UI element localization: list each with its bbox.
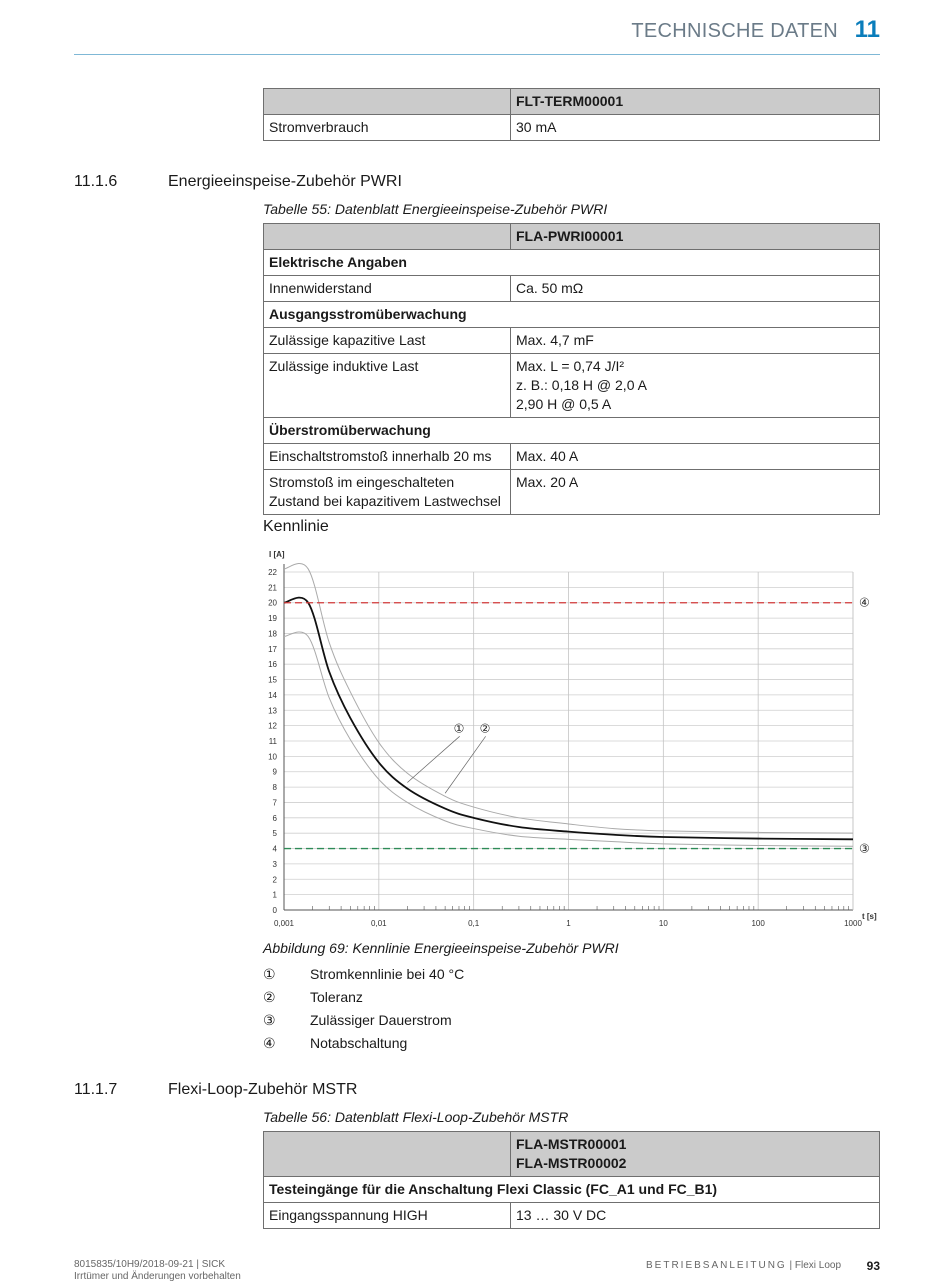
table-header-cell	[511, 1132, 880, 1177]
cell-line: z. B.: 0,18 H @ 2,0 A	[516, 377, 647, 393]
chart-ticks	[268, 568, 870, 928]
legend-text: Stromkennlinie bei 40 °C	[310, 966, 465, 982]
table-cell: 13 … 30 V DC	[511, 1203, 880, 1229]
page-number: 93	[866, 1259, 880, 1273]
table-section-cell: Überstromüberwachung	[264, 418, 880, 444]
table-cell: 30 mA	[511, 115, 880, 141]
cell-line: Max. L = 0,74 J/I²	[516, 358, 625, 374]
x-axis-label: t [s]	[862, 912, 877, 921]
legend-text: Notabschaltung	[310, 1035, 408, 1051]
annotation-leader	[445, 736, 486, 793]
table-row	[264, 276, 880, 302]
table-caption: Tabelle 56: Datenblatt Flexi-Loop-Zubehör MSTR	[263, 1109, 569, 1125]
y-tick-label: 22	[268, 568, 277, 577]
table-header-cell	[264, 224, 511, 250]
y-tick-label: 6	[272, 813, 277, 823]
y-tick-label: 20	[268, 598, 277, 608]
table-row	[264, 115, 880, 141]
characteristic-curve-chart	[260, 545, 890, 930]
annotation-label: ②	[479, 721, 491, 736]
y-tick-label: 2	[272, 875, 277, 885]
table-pwri	[263, 223, 880, 515]
chart-grid	[284, 564, 853, 910]
y-tick-label: 15	[268, 675, 277, 685]
cell-line: 2,90 H @ 0,5 A	[516, 396, 612, 412]
y-tick-label: 4	[272, 844, 277, 854]
y-tick-label: 12	[268, 721, 277, 731]
legend-text: Toleranz	[310, 989, 363, 1005]
table-header-cell: FLA-PWRI00001	[511, 224, 880, 250]
table-cell: Innenwiderstand	[264, 276, 511, 302]
y-tick-label: 18	[268, 629, 277, 639]
x-tick-label: 0,001	[273, 919, 295, 928]
header-rule	[74, 54, 880, 55]
chapter-number: 11	[854, 16, 880, 43]
footer-product: Flexi Loop	[794, 1260, 842, 1271]
section-title: Flexi-Loop-Zubehör MSTR	[168, 1081, 358, 1098]
footer-separator: |	[789, 1260, 793, 1271]
y-tick-label: 8	[272, 783, 277, 793]
cell-line: FLA-MSTR00001	[516, 1136, 627, 1152]
legend-marker: ②	[263, 989, 276, 1005]
x-tick-label: 0,1	[468, 919, 480, 928]
y-tick-label: 21	[268, 583, 277, 593]
footer-manual	[646, 1260, 841, 1271]
y-tick-label: 14	[268, 690, 277, 700]
table-section-cell: Ausgangsstromüberwachung	[264, 302, 880, 328]
table-row	[264, 444, 880, 470]
table-flt-term	[263, 88, 880, 141]
cell-line: Stromstoß im eingeschalteten	[269, 474, 455, 490]
table-section-cell: Elektrische Angaben	[264, 250, 880, 276]
footer-notice: Irrtümer und Änderungen vorbehalten	[74, 1271, 241, 1282]
footer-doc-number: 8015835/10H9/2018-09-21 | SICK	[74, 1259, 226, 1270]
x-tick-label: 1	[566, 919, 571, 928]
cell-line: FLA-MSTR00002	[516, 1155, 627, 1171]
section-title: Energieeinspeise-Zubehör PWRI	[168, 173, 402, 190]
y-tick-label: 10	[268, 752, 277, 762]
table-mstr	[263, 1131, 880, 1229]
y-axis-label: I [A]	[269, 550, 285, 559]
y-tick-label: 9	[272, 767, 277, 777]
table-cell: Ca. 50 mΩ	[511, 276, 880, 302]
annotation-leader	[407, 736, 459, 782]
table-cell: Zulässige kapazitive Last	[264, 328, 511, 354]
section-number: 11.1.7	[74, 1081, 118, 1098]
figure-caption: Abbildung 69: Kennlinie Energieeinspeise-Zubehör PWRI	[263, 940, 619, 956]
y-tick-label: 19	[268, 614, 277, 624]
legend-marker: ①	[263, 966, 276, 982]
table-row	[264, 470, 880, 515]
table-header-row	[264, 224, 880, 250]
annotation-label: ①	[453, 721, 465, 736]
table-header-row	[264, 89, 880, 115]
table-header-cell	[264, 89, 511, 115]
chart-heading: Kennlinie	[263, 518, 329, 535]
x-tick-label: 1000	[844, 919, 862, 928]
series-marker: ④	[859, 595, 870, 610]
table-section-row	[264, 418, 880, 444]
y-tick-label: 17	[268, 644, 277, 654]
y-tick-label: 16	[268, 660, 277, 670]
y-tick-label: 0	[272, 906, 277, 915]
y-tick-label: 5	[272, 829, 277, 839]
footer-manual-label: BETRIEBSANLEITUNG	[646, 1260, 787, 1271]
y-tick-label: 7	[272, 798, 277, 808]
cell-line: Zustand bei kapazitivem Lastwechsel	[269, 493, 501, 509]
section-number: 11.1.6	[74, 173, 118, 190]
table-section-row	[264, 250, 880, 276]
y-tick-label: 3	[272, 859, 277, 869]
table-header-row	[264, 1132, 880, 1177]
table-cell: Max. 4,7 mF	[511, 328, 880, 354]
table-header-cell	[264, 1132, 511, 1177]
table-cell: Stromverbrauch	[264, 115, 511, 141]
table-section-row	[264, 302, 880, 328]
table-cell: Eingangsspannung HIGH	[264, 1203, 511, 1229]
table-row	[264, 328, 880, 354]
y-tick-label: 13	[268, 706, 277, 716]
y-tick-label: 11	[268, 737, 277, 746]
table-cell: Einschaltstromstoß innerhalb 20 ms	[264, 444, 511, 470]
table-row	[264, 1203, 880, 1229]
header-title: TECHNISCHE DATEN	[631, 20, 838, 42]
x-tick-label: 0,01	[371, 919, 387, 928]
table-section-cell: Testeingänge für die Anschaltung Flexi Classic (FC_A1 und FC_B1)	[264, 1177, 880, 1203]
table-caption: Tabelle 55: Datenblatt Energieeinspeise-Zubehör PWRI	[263, 201, 608, 217]
table-cell	[511, 354, 880, 418]
table-section-row	[264, 1177, 880, 1203]
table-header-cell: FLT-TERM00001	[511, 89, 880, 115]
y-tick-label: 1	[272, 890, 277, 900]
legend-marker: ③	[263, 1012, 276, 1028]
x-tick-label: 100	[751, 919, 765, 928]
table-row	[264, 354, 880, 418]
table-cell: Zulässige induktive Last	[264, 354, 511, 418]
series-marker: ③	[859, 841, 870, 856]
table-cell: Max. 20 A	[511, 470, 880, 515]
footer-doc-info	[74, 1259, 241, 1283]
legend-text: Zulässiger Dauerstrom	[310, 1012, 452, 1028]
table-cell: Max. 40 A	[511, 444, 880, 470]
legend-marker: ④	[263, 1035, 276, 1051]
x-tick-label: 10	[658, 919, 668, 928]
table-cell	[264, 470, 511, 515]
